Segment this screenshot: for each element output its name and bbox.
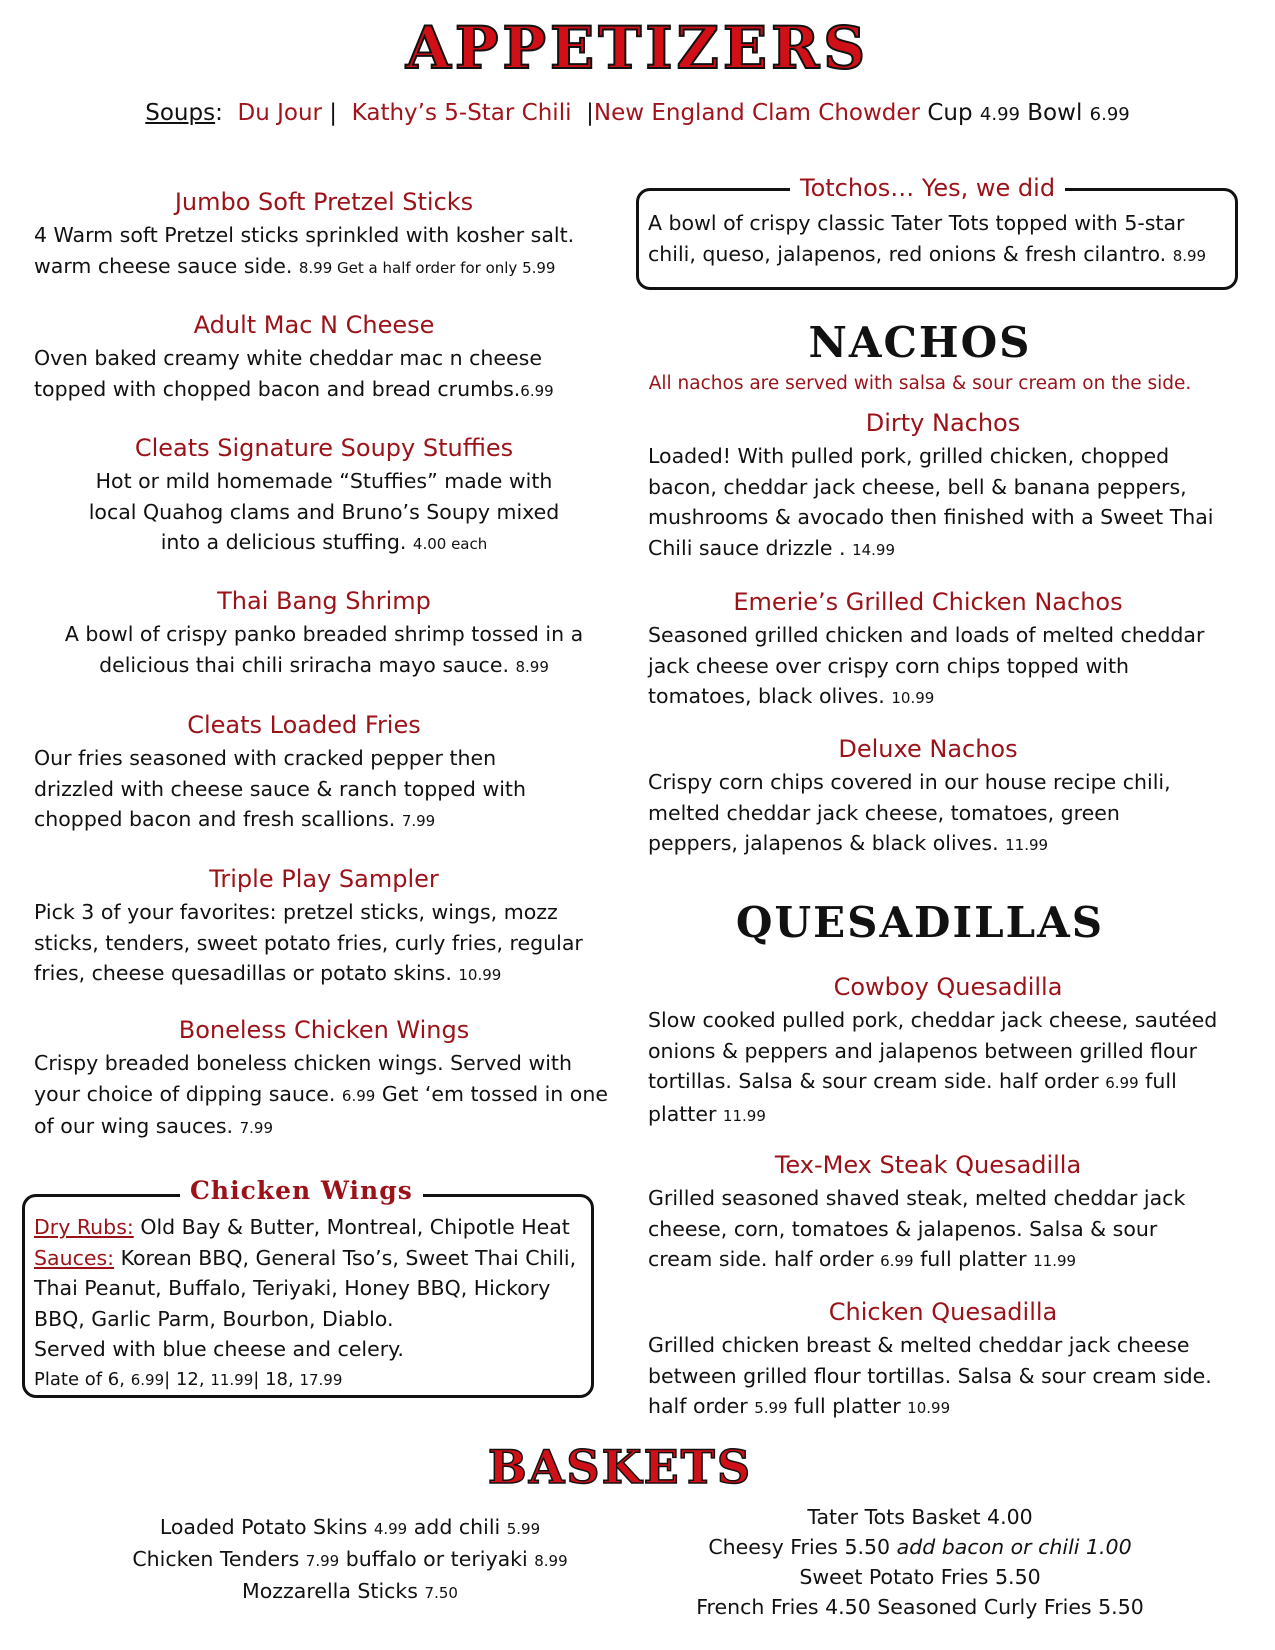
item-price: 6.99: [520, 381, 554, 400]
menu-item-thai-bang-shrimp: [34, 586, 614, 682]
full-platter-price: 10.99: [907, 1399, 951, 1417]
item-price: 6.99: [341, 1086, 376, 1105]
plate-6-label: Plate of 6,: [34, 1368, 125, 1390]
item-price: 10.99: [458, 966, 502, 984]
half-order-price: 6.99: [1105, 1074, 1139, 1092]
item-description: Get ‘em tossed in one of our wing sauces.: [34, 1081, 608, 1138]
item-name: Jumbo Soft Pretzel Sticks: [174, 188, 474, 216]
appetizers-title: APPETIZERS: [405, 14, 870, 82]
menu-item-dirty-nachos: [648, 408, 1238, 565]
price-separator: |: [164, 1368, 171, 1390]
full-platter-label: full platter: [920, 1247, 1027, 1271]
baskets-left-list: [90, 1512, 610, 1608]
sauces-list: Korean BBQ, General Tso’s, Sweet Thai Chili, Thai Peanut, Buffalo, Teriyaki, Honey BBQ, Hickory BBQ, Garlic Parm, Bourbon, Diablo.: [34, 1245, 577, 1331]
item-name: Cleats Loaded Fries: [187, 711, 421, 739]
basket-item: Cheesy Fries 5.50 add bacon or chili 1.00: [708, 1535, 1132, 1559]
plate-12-price: 11.99: [210, 1370, 254, 1389]
soups-separator: |: [329, 100, 338, 126]
soups-separator: |: [586, 100, 594, 126]
half-order-price: 6.99: [880, 1252, 914, 1270]
menu-item-boneless-wings: [34, 1015, 614, 1144]
soup-bowl-price: 6.99: [1089, 104, 1130, 125]
item-name: Deluxe Nachos: [838, 735, 1018, 763]
price-separator: |: [253, 1368, 260, 1390]
item-name: Adult Mac N Cheese: [193, 311, 435, 339]
basket-item: Chicken Tenders 7.99 buffalo or teriyaki 8.99: [132, 1547, 568, 1571]
menu-item-deluxe-nachos: [648, 734, 1208, 861]
item-price: 8.99: [515, 657, 549, 676]
item-description: Seasoned grilled chicken and loads of melted cheddar jack cheese over crispy corn chips topped with tomatoes, black olives.: [648, 623, 1205, 708]
item-price: 8.99: [1172, 246, 1207, 265]
wings-pricing: [34, 1365, 590, 1396]
item-description: Hot or mild homemade “Stuffies” made with local Quahog clams and Bruno’s Soupy mixed into a delicious stuffing.: [88, 469, 560, 554]
chicken-wings-content: [34, 1212, 590, 1395]
basket-item: Loaded Potato Skins 4.99 add chili 5.99: [159, 1515, 541, 1539]
item-description: Grilled seasoned shaved steak, melted cheddar jack cheese, corn, tomatoes & jalapenos. Salsa & sour cream side. half order: [648, 1186, 1186, 1271]
menu-item-pretzel: [34, 187, 614, 283]
item-description: Our fries seasoned with cracked pepper then drizzled with cheese sauce & ranch topped with chopped bacon and fresh scallions.: [34, 746, 526, 831]
item-description: Loaded! With pulled pork, grilled chicken, chopped bacon, cheddar jack cheese, bell & banana peppers, mushrooms & avocado then finished with a Sweet Thai Chili sauce drizzle .: [648, 444, 1214, 560]
item-name: Cowboy Quesadilla: [833, 973, 1063, 1001]
dry-rubs-label: Dry Rubs:: [34, 1215, 134, 1239]
item-price: 11.99: [1005, 836, 1049, 854]
menu-item-grilled-chicken-nachos: [648, 587, 1208, 714]
soup-bowl-label: Bowl: [1027, 100, 1083, 126]
half-order-price: 5.99: [754, 1399, 788, 1417]
item-description: Slow cooked pulled pork, cheddar jack cheese, sautéed onions & peppers and jalapenos between grilled flour tortillas. Salsa & sour cream side. half order: [648, 1008, 1218, 1093]
item-name: Triple Play Sampler: [209, 865, 439, 893]
full-platter-label: full platter: [794, 1394, 901, 1418]
soups-line: [0, 100, 1275, 126]
nachos-title: NACHOS: [808, 318, 1032, 367]
dry-rubs-list: Old Bay & Butter, Montreal, Chipotle Heat: [140, 1215, 570, 1239]
soups-label: Soups: [145, 100, 216, 126]
item-description: A bowl of crispy panko breaded shrimp tossed in a delicious thai chili sriracha mayo sauce.: [64, 622, 584, 677]
soup-cup-label: Cup: [927, 100, 973, 126]
soups-colon: :: [215, 100, 223, 126]
totchos-title: Totchos… Yes, we did: [790, 173, 1065, 203]
item-name: Cleats Signature Soupy Stuffies: [134, 434, 514, 462]
item-price: 10.99: [891, 689, 935, 707]
menu-item-stuffies: [34, 433, 614, 560]
menu-item-mac-n-cheese: [34, 310, 594, 406]
item-price: 14.99: [852, 540, 896, 559]
item-price: 7.99: [401, 812, 436, 830]
item-name: Tex-Mex Steak Quesadilla: [774, 1151, 1082, 1179]
plate-18-label: 18,: [265, 1368, 294, 1390]
item-price: 7.99: [239, 1119, 273, 1137]
soup-du-jour: Du Jour: [237, 100, 322, 126]
item-name: Emerie’s Grilled Chicken Nachos: [733, 588, 1123, 616]
item-price: 8.99 Get a half order for only 5.99: [298, 258, 556, 277]
menu-item-chicken-quesadilla: [648, 1297, 1238, 1424]
soup-chili: Kathy’s 5-Star Chili: [351, 100, 572, 126]
menu-item-tex-mex-quesadilla: [648, 1150, 1208, 1277]
item-description: A bowl of crispy classic Tater Tots topped with 5-star chili, queso, jalapenos, red onions & fresh cilantro.: [648, 211, 1185, 266]
item-description: Grilled chicken breast & melted cheddar jack cheese between grilled flour tortillas. Salsa & sour cream side. half order: [648, 1333, 1212, 1418]
full-platter-label: full platter: [648, 1069, 1177, 1126]
soup-cup-price: 4.99: [979, 104, 1020, 125]
sauces-label: Sauces:: [34, 1245, 115, 1270]
item-name: Chicken Quesadilla: [828, 1298, 1058, 1326]
totchos-content: [648, 208, 1228, 271]
basket-item: French Fries 4.50 Seasoned Curly Fries 5.50: [696, 1595, 1144, 1619]
quesadillas-title: QUESADILLAS: [735, 898, 1105, 947]
baskets-title: BASKETS: [487, 1440, 753, 1494]
item-description: Crispy corn chips covered in our house recipe chili, melted cheddar jack cheese, tomatoes, green peppers, jalapenos & black olives.: [648, 770, 1171, 855]
full-platter-price: 11.99: [1033, 1252, 1077, 1270]
full-platter-price: 11.99: [722, 1106, 766, 1125]
baskets-right-list: [640, 1502, 1200, 1622]
menu-item-triple-play-sampler: [34, 864, 614, 991]
plate-18-price: 17.99: [299, 1370, 343, 1389]
item-description: Pick 3 of your favorites: pretzel sticks, wings, mozz sticks, tenders, sweet potato fries, curly fries, regular fries, cheese quesadillas or potato skins.: [34, 900, 583, 985]
basket-item: Sweet Potato Fries 5.50: [799, 1565, 1041, 1589]
menu-item-cowboy-quesadilla: [648, 972, 1248, 1131]
soup-chowder: New England Clam Chowder: [593, 100, 921, 126]
plate-6-price: 6.99: [130, 1370, 165, 1389]
item-name: Thai Bang Shrimp: [217, 587, 431, 615]
nachos-note: All nachos are served with salsa & sour cream on the side.: [648, 373, 1192, 394]
item-description: Crispy breaded boneless chicken wings. Served with your choice of dipping sauce.: [34, 1051, 572, 1106]
item-name: Dirty Nachos: [865, 409, 1021, 437]
item-price: 4.00 each: [412, 535, 488, 553]
basket-item: Tater Tots Basket 4.00: [807, 1505, 1033, 1529]
item-description: 4 Warm soft Pretzel sticks sprinkled with kosher salt. warm cheese sauce side.: [34, 223, 575, 278]
item-name: Boneless Chicken Wings: [178, 1016, 470, 1044]
basket-item: Mozzarella Sticks 7.50: [242, 1579, 458, 1603]
wings-served-with: Served with blue cheese and celery.: [34, 1337, 404, 1361]
plate-12-label: 12,: [175, 1368, 205, 1390]
item-description: Oven baked creamy white cheddar mac n cheese topped with chopped bacon and bread crumbs.: [34, 346, 542, 401]
chicken-wings-title: Chicken Wings: [180, 1175, 423, 1207]
menu-item-loaded-fries: [34, 710, 574, 837]
